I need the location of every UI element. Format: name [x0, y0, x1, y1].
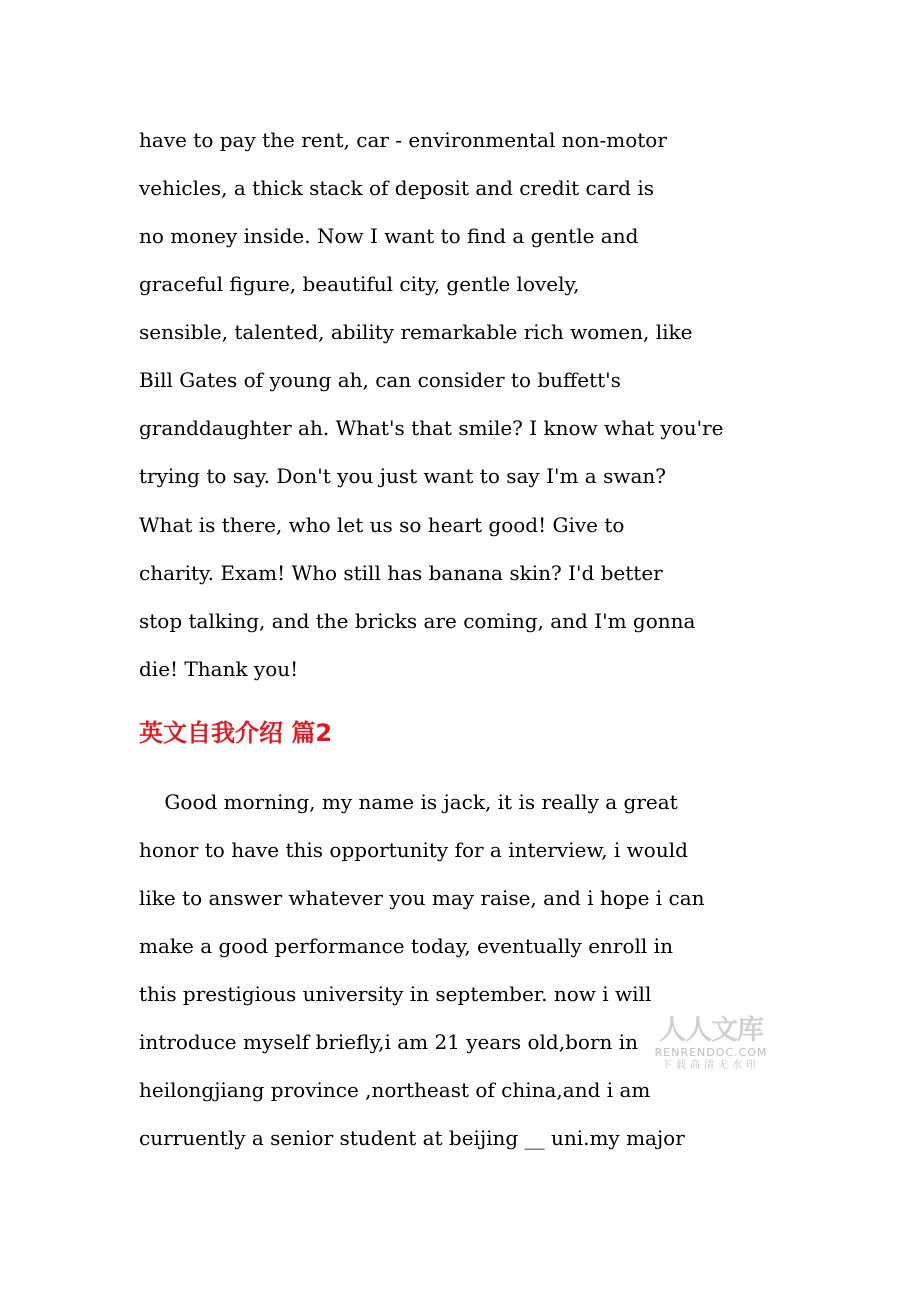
text-line: like to answer whatever you may raise, and i hope i can [139, 886, 705, 910]
text-line: graceful figure, beautiful city, gentle lovely, [139, 272, 580, 296]
text-line: make a good performance today, eventually enroll in [139, 934, 673, 958]
text-line: curruently a senior student at beijing __ uni.my major [139, 1126, 685, 1150]
text-line: introduce myself briefly,i am 21 years old,born in [139, 1030, 639, 1054]
watermark-title: 人人文库 [659, 1015, 763, 1046]
text-line: vehicles, a thick stack of deposit and credit card is [139, 176, 654, 200]
text-line: trying to say. Don't you just want to say I'm a swan? [139, 464, 666, 488]
text-line: heilongjiang province ,northeast of china,and i am [139, 1078, 651, 1102]
text-line: honor to have this opportunity for a interview, i would [139, 838, 688, 862]
section-heading: 英文自我介绍 篇2 [139, 719, 333, 747]
text-line: no money inside. Now I want to find a gentle and [139, 224, 639, 248]
watermark-logo [648, 1016, 774, 1080]
text-line: stop talking, and the bricks are coming, and I'm gonna [139, 609, 696, 633]
text-line: Bill Gates of young ah, can consider to buffett's [139, 368, 621, 392]
text-line: sensible, talented, ability remarkable rich women, like [139, 320, 693, 344]
text-line: this prestigious university in september. now i will [139, 982, 652, 1006]
watermark-domain: RENRENDOC.COM [654, 1046, 768, 1059]
watermark-subtitle: 下载高清无水印 [662, 1060, 760, 1071]
text-line: granddaughter ah. What's that smile? I know what you're [139, 416, 724, 440]
text-line: Good morning, my name is jack, it is really a great [139, 790, 678, 814]
text-line: What is there, who let us so heart good! Give to [139, 513, 625, 537]
text-line: charity. Exam! Who still has banana skin? I'd better [139, 561, 663, 585]
text-line: die! Thank you! [139, 657, 299, 681]
text-line: have to pay the rent, car - environmental non-motor [139, 128, 667, 152]
